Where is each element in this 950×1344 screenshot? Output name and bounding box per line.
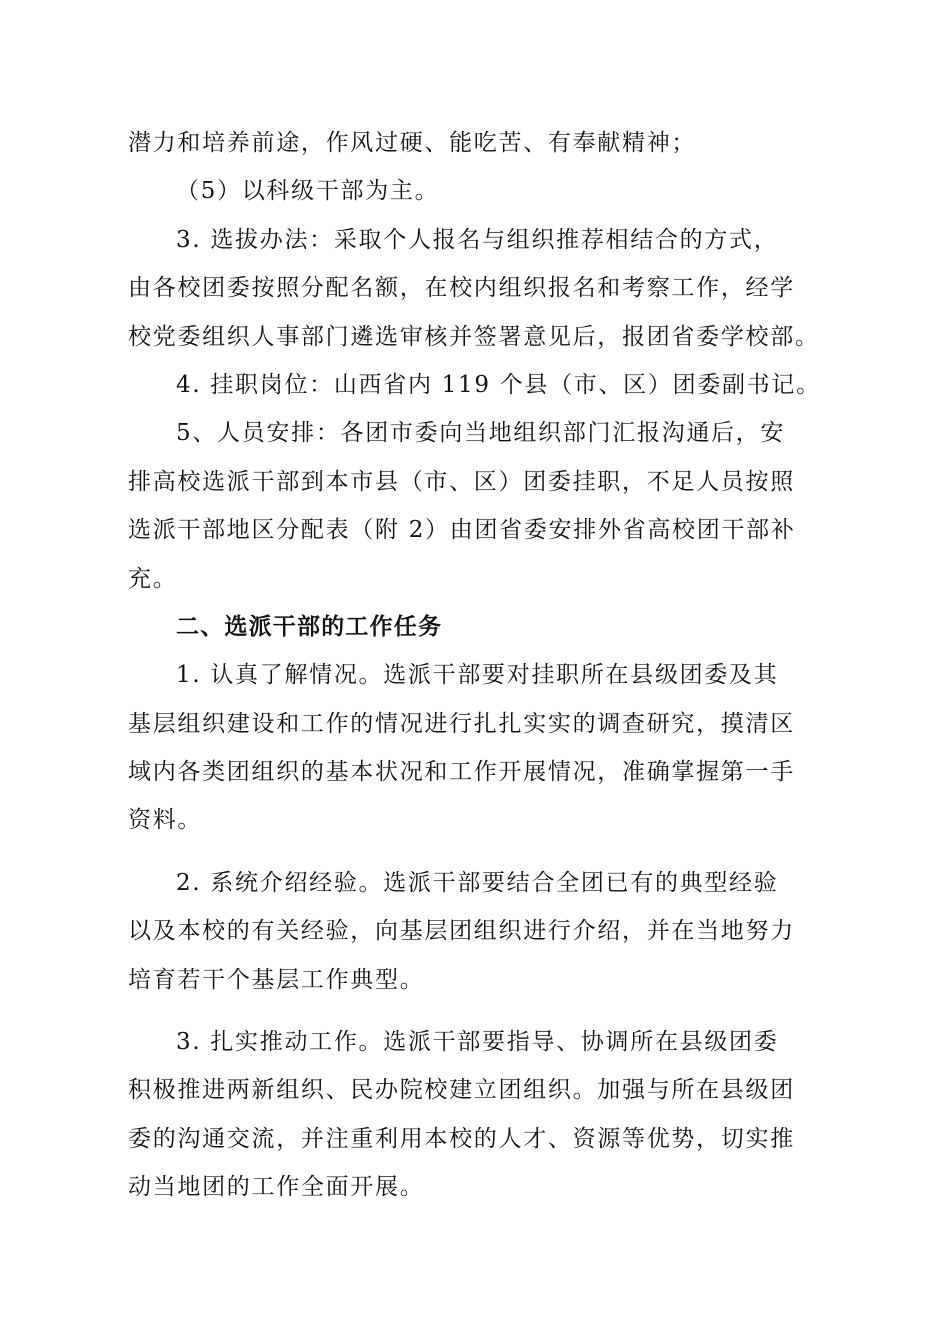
paragraph-line: 域内各类团组织的基本状况和工作开展情况，准确掌握第一手 (128, 759, 795, 786)
paragraph-line: 校党委组织人事部门遴选审核并签署意见后，报团省委学校部。 (128, 323, 820, 350)
paragraph-line: 培育若干个基层工作典型。 (128, 966, 425, 993)
paragraph-task-2: 2. 系统介绍经验。选派干部要结合全团已有的典型经验 (176, 869, 779, 896)
paragraph-line: 以及本校的有关经验，向基层团组织进行介绍，并在当地努力 (128, 918, 795, 945)
paragraph-gap (128, 845, 828, 859)
paragraph-post-position: 4. 挂职岗位：山西省内 119 个县（市、区）团委副书记。 (176, 371, 821, 398)
paragraph-line: 充。 (128, 565, 178, 592)
paragraph-line: 资料。 (128, 807, 203, 834)
paragraph-line: 潜力和培养前途，作风过硬、能吃苦、有奉献精神； (128, 130, 697, 156)
paragraph-staff-arrangement: 5、人员安排：各团市委向当地组织部门汇报沟通后，安 (176, 420, 786, 447)
paragraph-line: 积极推进两新组织、民办院校建立团组织。加强与所在县级团 (128, 1077, 795, 1104)
paragraph-selection-method: 3. 选拔办法：采取个人报名与组织推荐相结合的方式， (176, 226, 779, 253)
paragraph-line: 委的沟通交流，并注重利用本校的人才、资源等优势，切实推 (128, 1125, 795, 1152)
paragraph-line: 基层组织建设和工作的情况进行扎扎实实的调查研究，摸清区 (128, 710, 795, 737)
list-item-5: （5）以科级干部为主。 (176, 178, 440, 205)
paragraph-task-3: 3. 扎实推动工作。选派干部要指导、协调所在县级团委 (176, 1029, 779, 1056)
document-body (128, 119, 828, 1212)
paragraph-line: 选派干部地区分配表（附 2）由团省委安排外省高校团干部补 (128, 517, 796, 544)
paragraph-task-1: 1. 认真了解情况。选派干部要对挂职所在县级团委及其 (176, 662, 779, 689)
paragraph-line: 排高校选派干部到本市县（市、区）团委挂职，不足人员按照 (128, 468, 795, 495)
section-heading: 二、选派干部的工作任务 (176, 613, 443, 640)
paragraph-gap (128, 1004, 828, 1018)
paragraph-line: 由各校团委按照分配名额，在校内组织报名和考察工作，经学 (128, 275, 795, 302)
paragraph-line: 动当地团的工作全面开展。 (128, 1174, 425, 1201)
